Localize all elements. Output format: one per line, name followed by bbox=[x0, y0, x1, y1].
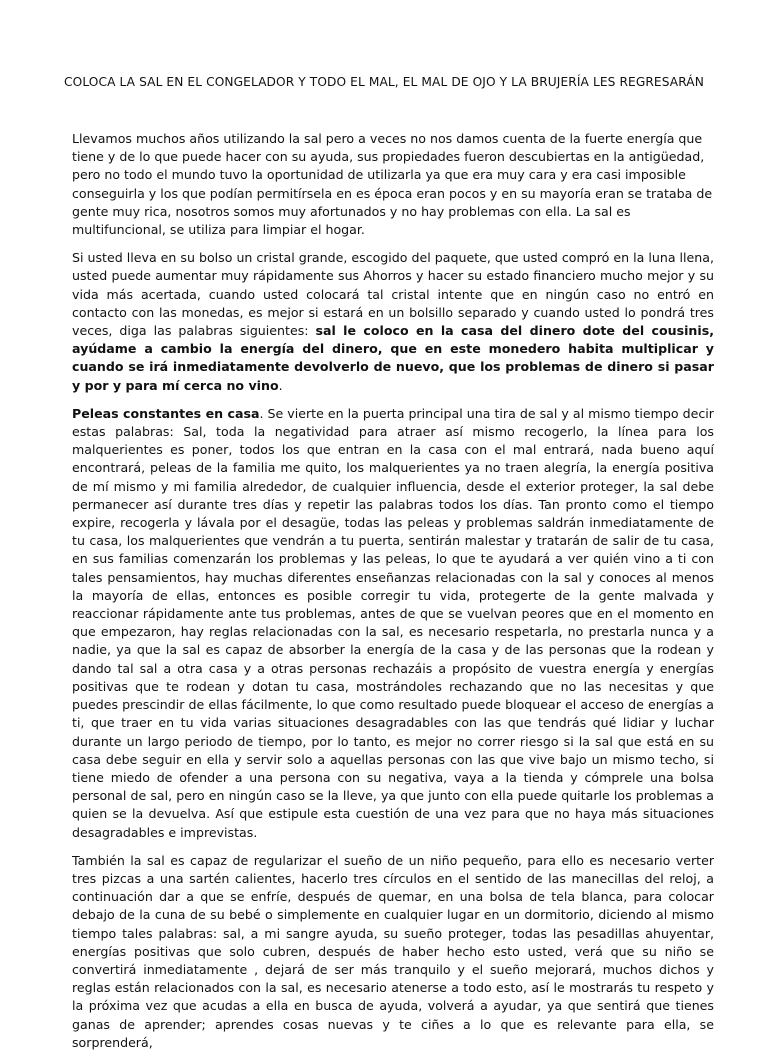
paragraph-fights-text: . Se vierte en la puerta principal una tira de sal y al mismo tiempo decir estas palabras: Sal, toda la negatividad para atraer así mismo recogerlo, la línea para los malquerientes es poner, todos los que entran en la casa con el mal entrará, nada bueno aquí encontrará, peleas de la familia me quito, los malquerientes ya no traen alegría, la energía positiva de mí mismo y mi familia alrededor, de cualquier influencia, desde el exterior proteger, la sal debe permanecer así durante tres días y repetir las palabras todos los días. Tan pronto como el tiempo expire, recogerla y lávala por el desagüe, todas las peleas y problemas saldrán inmediatamente de tu casa, los malquerientes que vendrán a tu puerta, sentirán malestar y tratarán de salir de tu casa, en sus familias comenzarán los problemas y las peleas, lo que te ayudará a ver quién vino a ti con tales pensamientos, hay muchas diferentes enseñanzas relacionadas con la sal y conoces al menos la mayoría de ellas, entonces es posible corregir tu vida, protegerte de la gente malvada y reaccionar rápidamente ante tus problemas, antes de que se vuelvan peores que en el momento en que empezaron, hay reglas relacionadas con la sal, es necesario respetarla, no prestarla nunca y a nadie, ya que la sal es capaz de absorber la energía de la casa y de las personas que la rodean y dando tal sal a otra casa y a otras personas rechazáis a propósito de vuestra energía y energías positivas que te rodean y dotan tu casa, mostrándoles rechazando que no las necesitas y que puedes prescindir de ellas fácilmente, lo que como resultado puede bloquear el acceso de energías a ti, que traer en tu vida varias situaciones desagradables con las que tendrás qué lidiar y luchar durante un largo periodo de tiempo, por lo tanto, es mejor no correr riesgo si la sal que está en su casa debe seguir en ella y servir solo a aquellas personas con las que vive bajo un mismo techo, si tiene miedo de ofender a una persona con su negativa, vaya a la tienda y cómprele una bolsa personal de sal, pero en ningún caso se la lleve, ya que junto con ella puede quitarle los problemas a quien se la devuelva. Así que estipule esta cuestión de una vez para que no haya más situaciones desagradables e imprevistas. bbox=[72, 405, 714, 840]
paragraph-money-crystal bbox=[72, 249, 714, 395]
paragraph-money-incantation: sal le coloco en la casa del dinero dote del cousinis, ayúdame a cambio la energía del dinero, que en este monedero habita multiplicar y cuando se irá inmediatamente devolverlo de nuevo, que los problemas de dinero si pasar y por y para mí cerca no vino bbox=[72, 323, 714, 393]
paragraph-intro: Llevamos muchos años utilizando la sal pero a veces no nos damos cuenta de la fuerte energía que tiene y de lo que puede hacer con su ayuda, sus propiedades fueron descubiertas en la antigüedad, pero no todo el mundo tuvo la oportunidad de utilizarla ya que era muy cara y era casi imposible conseguirla y los que podían permitírsela en es época eran pocos y en su mayoría eran se trataba de gente muy rica, nosotros somos muy afortunados y no hay problemas con ella. La sal es multifuncional, se utiliza para limpiar el hogar. bbox=[72, 131, 713, 238]
document-title: COLOCA LA SAL EN EL CONGELADOR Y TODO EL MAL, EL MAL DE OJO Y LA BRUJERÍA LES REGRESARÁN bbox=[64, 75, 704, 89]
paragraph-child-sleep: También la sal es capaz de regularizar el sueño de un niño pequeño, para ello es necesario verter tres pizcas a una sartén calientes, hacerlo tres círculos en el sentido de las manecillas del reloj, a continuación dar a que se enfríe, después de quemar, en una bolsa de tela blanca, para colocar debajo de la cuna de su bebé o simplemente en cualquier lugar en un dormitorio, diciendo al mismo tiempo tales palabras: sal, a mi sangre ayuda, su sueño proteger, todas las pesadillas ahuyentar, energías positivas que solo cubren, después de haber hecho esto usted, verá que su niño se convertirá inmediatamente , dejará de ser más tranquilo y el sueño mejorará, muchos dichos y reglas están relacionados con la sal, es necesario atenerse a todo esto, así le mostrarás tu respeto y la próxima vez que acudas a ella en busca de ayuda, volverá a ayudar, ya que sentirá que tienes ganas de aprender; aprendes cosas nuevas y te ciñes a lo que es relevante para ella, se sorprenderá, bbox=[72, 852, 714, 1050]
paragraph-money-end: . bbox=[278, 377, 283, 393]
paragraph-fights-heading: Peleas constantes en casa bbox=[72, 405, 260, 421]
paragraph-home-fights bbox=[72, 405, 714, 842]
document-body bbox=[72, 130, 714, 1062]
paragraph-money-text: Si usted lleva en su bolso un cristal grande, escogido del paquete, que usted compró en la luna llena, usted puede aumentar muy rápidamente sus Ahorros y hacer su estado financiero mucho mejor y su vida más acertada, cuando usted colocará tal cristal intente que en ningún caso no entró en contacto con las monedas, es mejor si estará en un bolsillo separado y cuando usted lo pondrá tres veces, diga las palabras siguientes: bbox=[72, 250, 714, 339]
